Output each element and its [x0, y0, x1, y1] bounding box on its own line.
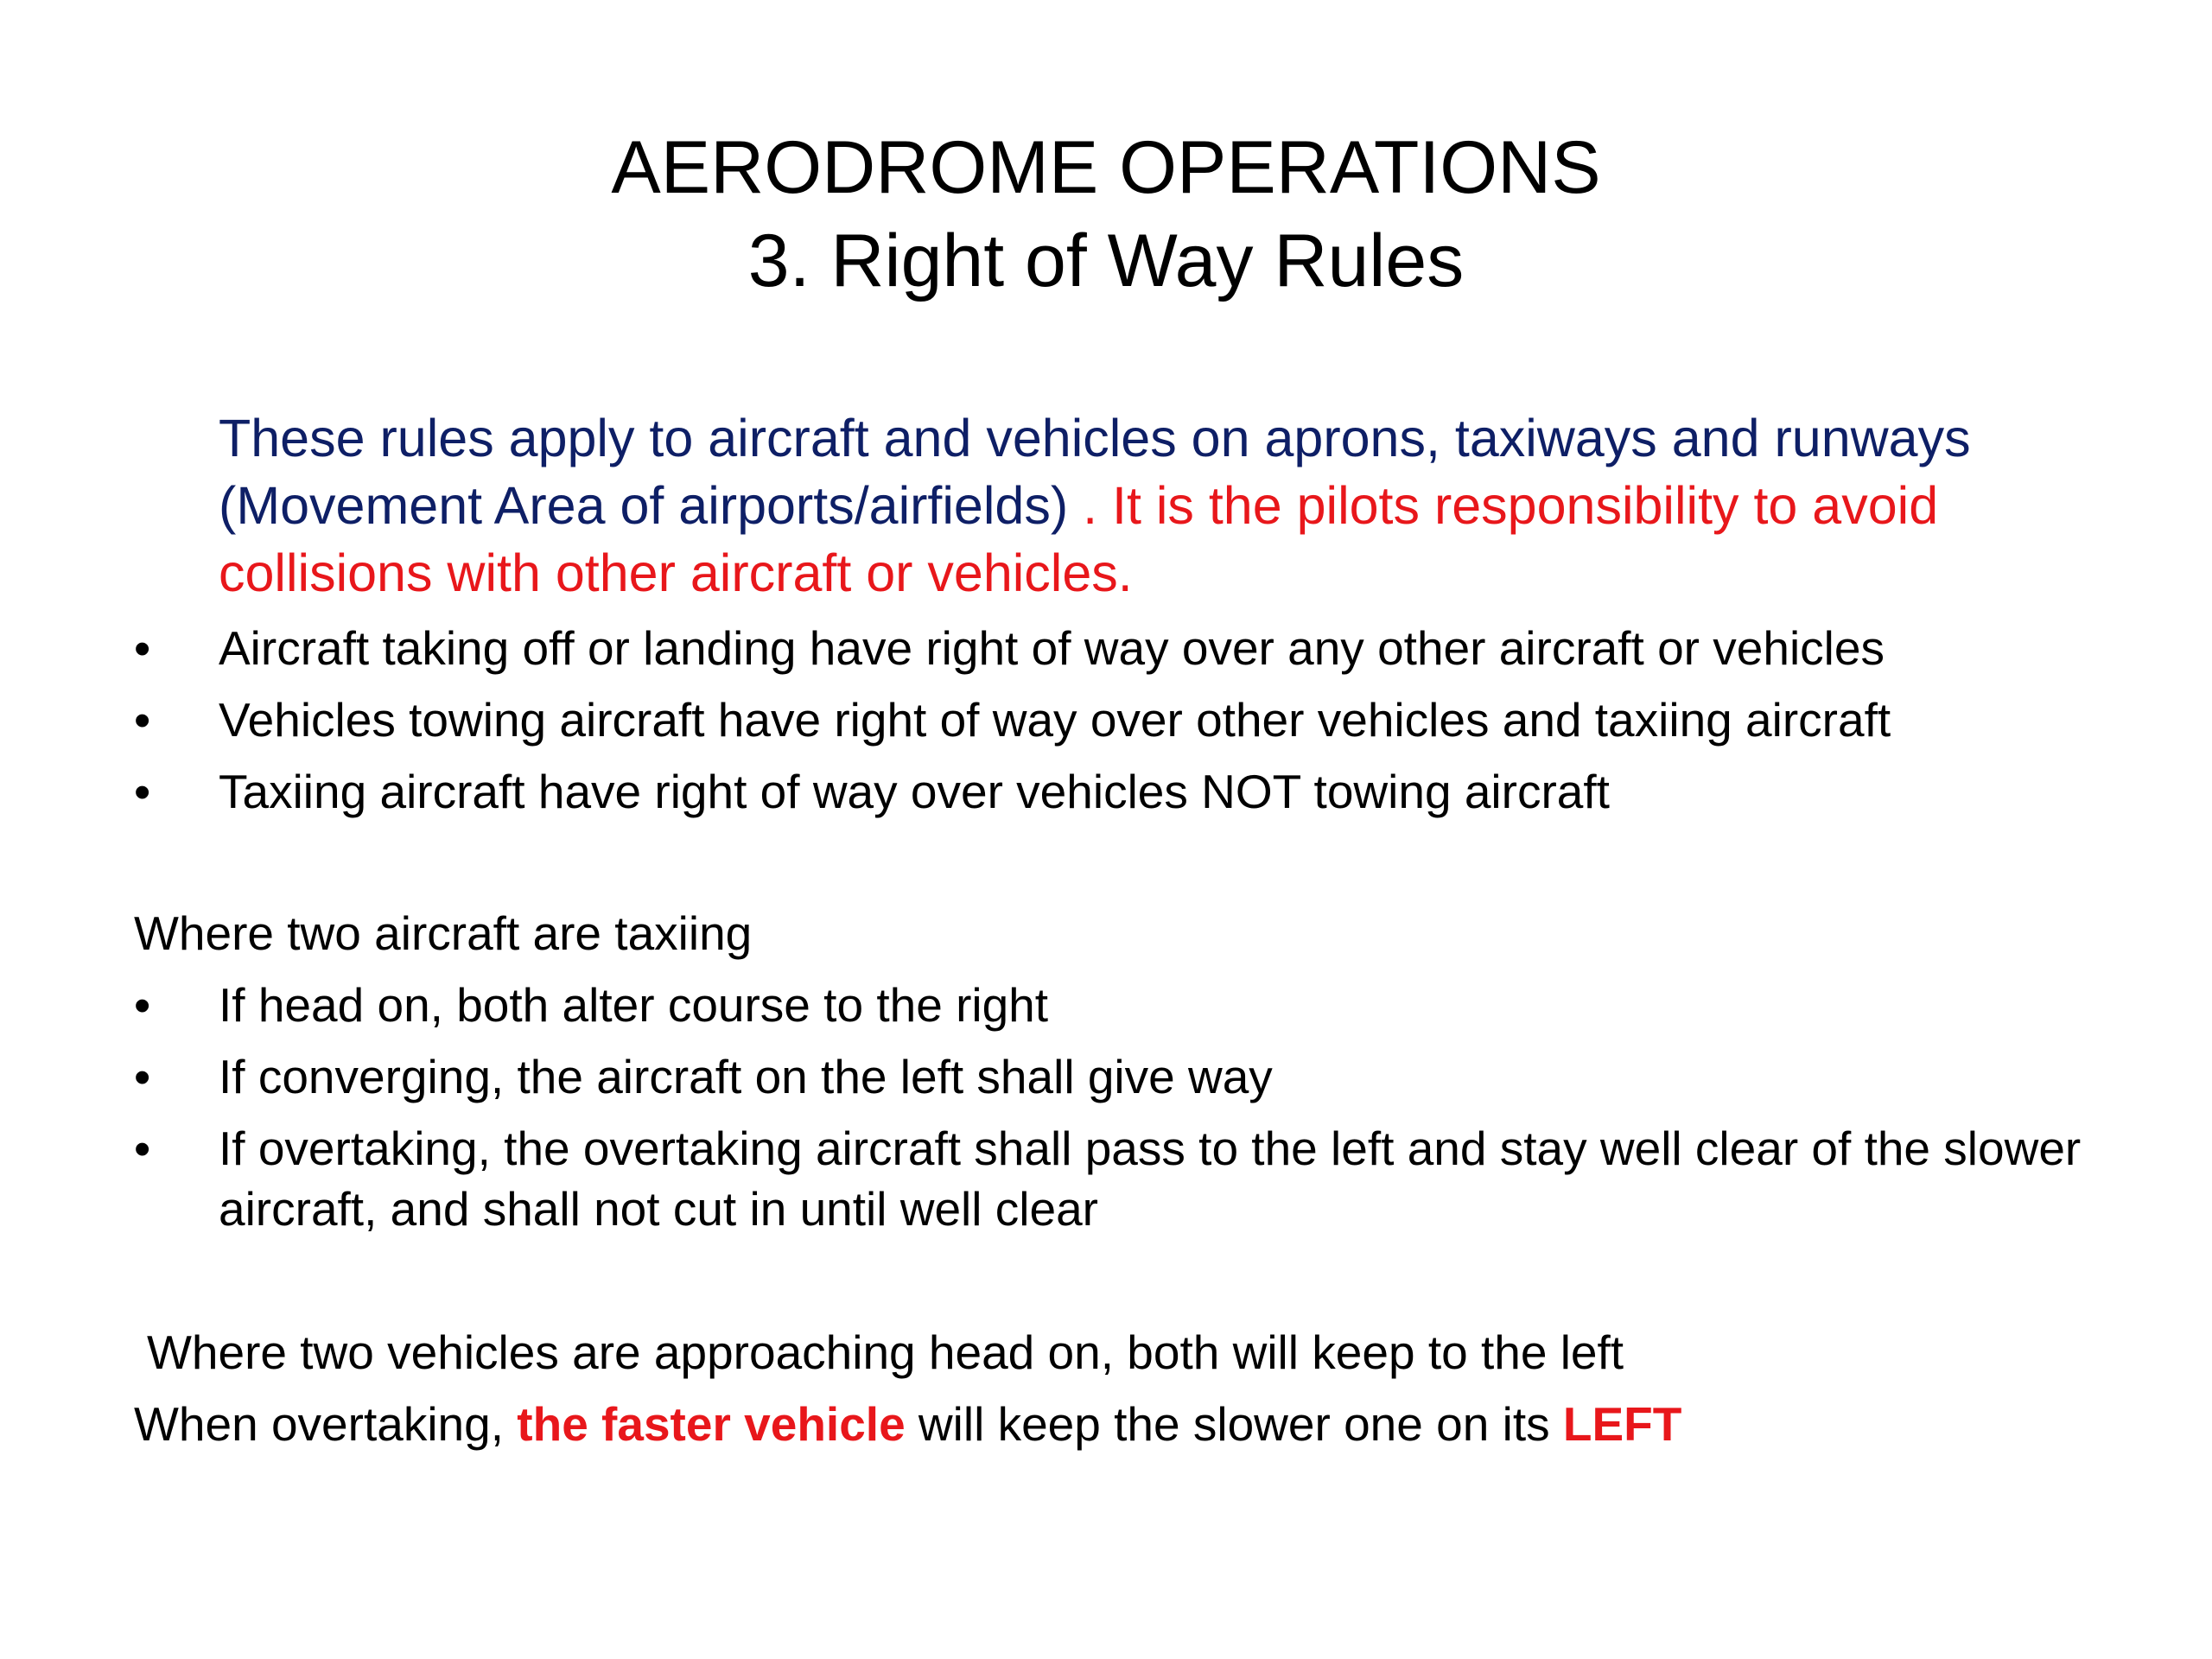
title-line-subtitle: 3. Right of Way Rules [747, 219, 1465, 302]
bullet-icon: • [134, 1050, 151, 1103]
bullet-icon: • [134, 765, 151, 818]
list-item-text: If overtaking, the overtaking aircraft shall pass to the left and stay well clear of the slower aircraft, and shall not cut in until well clear [219, 1122, 2082, 1236]
list-item-text: Taxiing aircraft have right of way over vehicles NOT towing aircraft [219, 765, 1610, 818]
title-line-main: AERODROME OPERATIONS [611, 126, 1601, 209]
list-item [134, 761, 1891, 833]
overtaking-emphasis-left: LEFT [1562, 1397, 1682, 1451]
intro-paragraph [219, 404, 2120, 607]
bullet-icon: • [134, 1122, 151, 1175]
overtaking-middle: will keep the slower one on its [905, 1397, 1563, 1451]
list-item-text: If converging, the aircraft on the left shall give way [219, 1050, 1273, 1103]
overtaking-emphasis-faster-vehicle: the faster vehicle [517, 1397, 906, 1451]
taxiing-heading: Where two aircraft are taxiing [134, 906, 753, 960]
bullet-icon: • [134, 693, 151, 747]
list-item-text: Vehicles towing aircraft have right of way over other vehicles and taxiing aircraft [219, 693, 1891, 747]
intro-responsibility-text: . It is the pilots responsibility to avoid collisions with other aircraft or vehicles. [219, 476, 1939, 602]
list-item-text: If head on, both alter course to the right [219, 978, 1049, 1032]
list-item [134, 690, 1891, 761]
overtaking-rule [134, 1394, 1681, 1454]
taxiing-rules-list [134, 975, 2145, 1239]
list-item [134, 1118, 2145, 1239]
list-item [134, 975, 2145, 1046]
list-item [134, 618, 1891, 690]
bullet-icon: • [134, 621, 151, 675]
right-of-way-list [134, 618, 1891, 833]
bullet-icon: • [134, 978, 151, 1032]
list-item [134, 1046, 2145, 1118]
slide-title [0, 121, 2212, 308]
vehicles-head-on-text: Where two vehicles are approaching head on, both will keep to the left [147, 1325, 1624, 1379]
overtaking-prefix: When overtaking, [134, 1397, 518, 1451]
intro-scope-text: These rules apply to aircraft and vehicles on aprons, taxiways and runways (Movement Area of airports/airfields) [219, 409, 1971, 535]
list-item-text: Aircraft taking off or landing have right of way over any other aircraft or vehicles [219, 621, 1885, 675]
